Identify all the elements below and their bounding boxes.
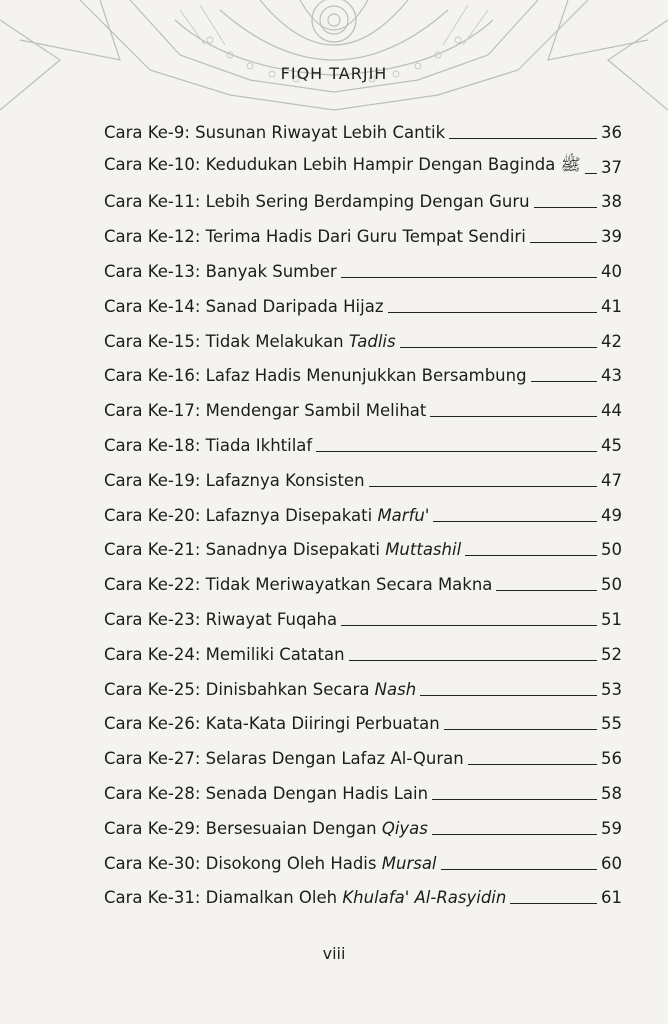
toc-entry-title	[104, 540, 461, 559]
toc-entry-italic-term: Khulafa' Al-Rasyidin	[342, 888, 507, 908]
toc-page-number: 41	[601, 296, 622, 316]
toc-entry-label: Cara Ke-12: Terima Hadis Dari Guru Tempat Sendiri	[104, 227, 526, 247]
toc-page-number: 40	[601, 262, 622, 282]
toc-leader-line	[420, 695, 597, 696]
toc-page-number: 43	[601, 366, 622, 386]
toc-entry	[104, 533, 622, 568]
toc-entry	[104, 672, 622, 707]
toc-entry	[104, 219, 622, 254]
toc-entry-title	[104, 471, 365, 490]
toc-entry-italic-term: Qiyas	[381, 818, 428, 838]
toc-entry-title	[104, 401, 426, 420]
toc-page-number: 39	[601, 227, 622, 247]
toc-entry-label: Cara Ke-14: Sanad Daripada Hijaz	[104, 296, 384, 316]
toc-leader-line	[468, 764, 597, 765]
toc-leader-line	[341, 625, 597, 626]
toc-entry-title	[104, 749, 464, 768]
toc-leader-line	[432, 799, 597, 800]
toc-leader-line	[496, 590, 597, 591]
toc-entry-label: Cara Ke-23: Riwayat Fuqaha	[104, 610, 338, 630]
toc-page-number: 38	[601, 192, 622, 212]
toc-entry-title	[104, 784, 428, 803]
toc-page-number: 55	[601, 714, 622, 734]
toc-page-number: 59	[601, 818, 622, 838]
toc-entry-label: Cara Ke-13: Banyak Sumber	[104, 262, 337, 282]
toc-entry-label: Cara Ke-17: Mendengar Sambil Melihat	[104, 401, 427, 421]
toc-leader-line	[510, 903, 597, 904]
toc-leader-line	[341, 277, 597, 278]
toc-entry-title	[104, 575, 492, 594]
toc-entry-label: Cara Ke-30: Disokong Oleh Hadis	[104, 853, 382, 873]
toc-entry-title	[104, 155, 581, 179]
toc-entry-label: Cara Ke-10: Kedudukan Lebih Hampir Dengan Baginda ﷺ	[104, 155, 581, 175]
toc-entry-label: Cara Ke-18: Tiada Ikhtilaf	[104, 436, 313, 456]
toc-page-number: 56	[601, 749, 622, 769]
toc-page-number: 42	[601, 331, 622, 351]
toc-page-number: 44	[601, 401, 622, 421]
toc-entry	[104, 289, 622, 324]
toc-entry-title	[104, 610, 337, 629]
toc-leader-line	[432, 834, 597, 835]
toc-page-number: 37	[601, 157, 622, 177]
toc-entry-title	[104, 192, 530, 211]
toc-entry-title	[104, 332, 396, 351]
toc-entry	[104, 811, 622, 846]
toc-page-number: 45	[601, 436, 622, 456]
toc-entry-label: Cara Ke-29: Bersesuaian Dengan	[104, 818, 382, 838]
toc-entry-title	[104, 714, 440, 733]
toc-entry-label: Cara Ke-26: Kata-Kata Diiringi Perbuatan	[104, 714, 440, 734]
toc-entry-label: Cara Ke-9: Susunan Riwayat Lebih Cantik	[104, 122, 446, 142]
page-folio: viii	[322, 944, 346, 963]
toc-entry	[104, 393, 622, 428]
table-of-contents	[104, 115, 622, 915]
toc-page-number: 60	[601, 853, 622, 873]
toc-entry	[104, 498, 622, 533]
toc-entry	[104, 115, 622, 150]
toc-page-number: 58	[601, 784, 622, 804]
toc-entry-italic-term: Tadlis	[348, 331, 396, 351]
toc-leader-line	[388, 312, 598, 313]
toc-leader-line	[449, 138, 597, 139]
toc-page-number: 36	[601, 122, 622, 142]
toc-entry	[104, 463, 622, 498]
toc-entry-label: Cara Ke-16: Lafaz Hadis Menunjukkan Bersambung	[104, 366, 527, 386]
toc-entry-label: Cara Ke-22: Tidak Meriwayatkan Secara Makna	[104, 575, 493, 595]
mandala-ornament	[0, 0, 668, 120]
toc-entry	[104, 324, 622, 359]
toc-entry-title	[104, 262, 337, 281]
toc-leader-line	[531, 381, 597, 382]
toc-entry-label: Cara Ke-31: Diamalkan Oleh	[104, 888, 343, 908]
toc-page-number: 51	[601, 610, 622, 630]
toc-entry	[104, 150, 622, 185]
toc-page-number: 53	[601, 679, 622, 699]
toc-entry	[104, 846, 622, 881]
toc-leader-line	[433, 521, 597, 522]
toc-page-number: 49	[601, 505, 622, 525]
toc-entry-title	[104, 123, 445, 142]
toc-entry	[104, 428, 622, 463]
toc-page-number: 47	[601, 470, 622, 490]
toc-entry-title	[104, 888, 506, 907]
toc-entry-italic-term: Mursal	[381, 853, 437, 873]
toc-leader-line	[465, 555, 597, 556]
toc-leader-line	[534, 207, 597, 208]
toc-entry-title	[104, 506, 429, 525]
toc-leader-line	[444, 729, 597, 730]
toc-entry-title	[104, 436, 312, 455]
toc-entry	[104, 637, 622, 672]
toc-entry-title	[104, 680, 416, 699]
toc-entry-label: Cara Ke-27: Selaras Dengan Lafaz Al-Quran	[104, 749, 464, 769]
toc-entry-label: Cara Ke-15: Tidak Melakukan	[104, 331, 349, 351]
toc-entry-label: Cara Ke-28: Senada Dengan Hadis Lain	[104, 784, 429, 804]
toc-leader-line	[585, 173, 597, 174]
toc-leader-line	[430, 416, 597, 417]
toc-entry	[104, 602, 622, 637]
toc-leader-line	[316, 451, 597, 452]
toc-page-number: 52	[601, 644, 622, 664]
toc-entry-title	[104, 366, 527, 385]
toc-entry-title	[104, 227, 526, 246]
toc-leader-line	[349, 660, 597, 661]
toc-entry	[104, 741, 622, 776]
toc-page-number: 50	[601, 540, 622, 560]
toc-leader-line	[530, 242, 597, 243]
toc-entry	[104, 707, 622, 742]
toc-entry-title	[104, 854, 437, 873]
toc-leader-line	[441, 869, 597, 870]
toc-entry-title	[104, 819, 428, 838]
toc-leader-line	[369, 486, 597, 487]
toc-entry-label: Cara Ke-11: Lebih Sering Berdamping Dengan Guru	[104, 192, 530, 212]
toc-entry-label: Cara Ke-20: Lafaznya Disepakati	[104, 505, 378, 525]
toc-leader-line	[400, 347, 597, 348]
toc-entry	[104, 567, 622, 602]
toc-entry-italic-term: Nash	[374, 679, 417, 699]
toc-entry	[104, 254, 622, 289]
toc-entry-italic-term: Muttashil	[385, 540, 462, 560]
toc-entry-label: Cara Ke-19: Lafaznya Konsisten	[104, 470, 365, 490]
toc-entry-italic-term: Marfu'	[377, 505, 430, 525]
toc-page-number: 50	[601, 575, 622, 595]
toc-entry	[104, 776, 622, 811]
toc-entry	[104, 881, 622, 916]
toc-page-number: 61	[601, 888, 622, 908]
toc-entry-title	[104, 645, 345, 664]
toc-entry	[104, 359, 622, 394]
running-head-title: FIQH TARJIH	[280, 64, 388, 83]
toc-entry-title	[104, 297, 384, 316]
toc-entry-label: Cara Ke-24: Memiliki Catatan	[104, 644, 345, 664]
toc-entry-label: Cara Ke-25: Dinisbahkan Secara	[104, 679, 375, 699]
toc-entry	[104, 185, 622, 220]
toc-entry-label: Cara Ke-21: Sanadnya Disepakati	[104, 540, 386, 560]
